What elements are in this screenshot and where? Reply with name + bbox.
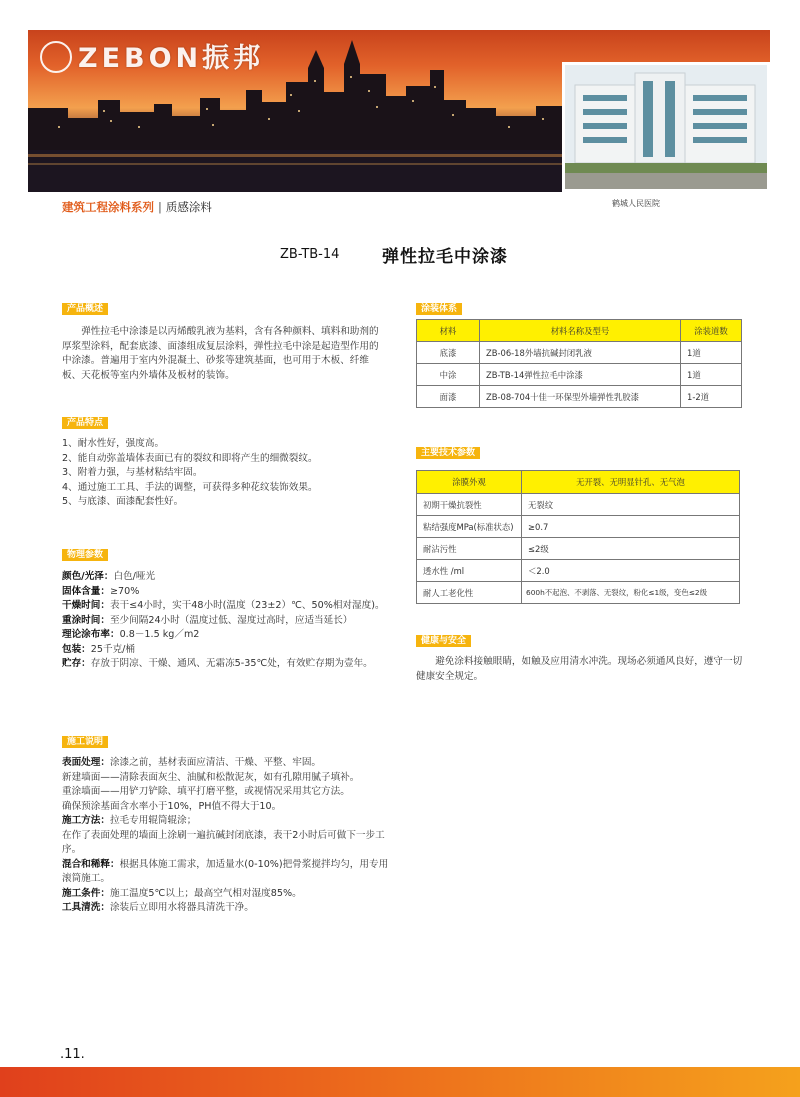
physical-label: 物理参数 — [62, 549, 108, 561]
note-value: 施工温度5℃以上；最高空气相对湿度85%。 — [109, 887, 302, 899]
table-row — [417, 516, 740, 538]
table-cell: ZB-08-704十佳一环保型外墙弹性乳胶漆 — [480, 386, 681, 408]
note-value: 根据具体施工需求，加适量水(0-10%)把骨浆搅拌均匀，用专用滚筒施工。 — [62, 858, 389, 884]
param-value: 0.8－1.5 kg／m2 — [119, 629, 200, 640]
construction-row — [62, 887, 390, 902]
table-cell: 透水性 /ml — [417, 560, 522, 582]
table-header-cell: 材料名称及型号 — [480, 320, 681, 342]
table-cell: 初期干燥抗裂性 — [417, 494, 522, 516]
series-title — [62, 199, 212, 215]
physical-row — [62, 599, 390, 614]
physical-row — [62, 585, 390, 600]
note-value: 确保预涂基面含水率小于10%，PH值不得大于10。 — [62, 800, 282, 812]
hospital-building-image — [565, 65, 767, 189]
features-label: 产品特点 — [62, 417, 108, 429]
safety-label: 健康与安全 — [416, 635, 471, 647]
table-row — [417, 538, 740, 560]
table-row — [417, 582, 740, 604]
photo-caption: 鹤城人民医院 — [612, 199, 660, 208]
construction-row — [62, 814, 390, 829]
construction-row — [62, 829, 390, 858]
coating-system-table — [416, 319, 742, 408]
param-value: 至少间隔24小时（温度过低、湿度过高时，应适当延长） — [109, 614, 353, 626]
param-value: 表干≤4小时，实干48小时(温度（23±2）℃、50%相对湿度)。 — [109, 600, 385, 611]
overview-label: 产品概述 — [62, 303, 108, 315]
param-key: 干燥时间： — [62, 600, 110, 611]
series-separator: | — [158, 200, 162, 214]
note-key: 施工方法： — [62, 815, 110, 826]
tech-params-label: 主要技术参数 — [416, 447, 480, 459]
param-key: 贮存： — [62, 658, 91, 669]
table-cell: ZB-06-18外墙抗碱封闭乳液 — [480, 342, 681, 364]
table-cell: 1-2道 — [681, 386, 742, 408]
footer-color-bar — [0, 1067, 800, 1097]
table-row — [417, 342, 742, 364]
table-cell: 无裂纹 — [522, 494, 740, 516]
note-value: 涂漆之前，基材表面应清洁、干燥、平整、牢固。 — [109, 757, 322, 768]
table-header-cell: 材料 — [417, 320, 480, 342]
feature-item: 4、通过施工工具、手法的调整，可获得多种花纹装饰效果。 — [62, 481, 318, 493]
physical-row — [62, 628, 390, 643]
note-key: 表面处理： — [62, 757, 110, 768]
table-header-row — [417, 320, 742, 342]
physical-row — [62, 614, 390, 629]
physical-params — [62, 570, 390, 672]
table-row — [417, 560, 740, 582]
note-key: 施工条件： — [62, 887, 110, 899]
param-key: 颜色/光泽： — [62, 571, 114, 582]
table-row — [417, 494, 740, 516]
note-value: 在作了表面处理的墙面上涂刷一遍抗碱封闭底漆，表干2小时后可做下一步工序。 — [62, 829, 385, 855]
construction-row — [62, 901, 390, 916]
table-row — [417, 386, 742, 408]
table-cell: ≤2级 — [522, 538, 740, 560]
feature-item: 1、耐水性好，强度高。 — [62, 438, 165, 449]
coating-system-label: 涂装体系 — [416, 303, 462, 315]
construction-row — [62, 785, 390, 800]
table-cell: 600h不起泡、不剥落、无裂纹，粉化≤1级，变色≤2级 — [522, 582, 740, 604]
table-cell: 底漆 — [417, 342, 480, 364]
features-list — [62, 437, 392, 510]
table-cell: 粘结强度MPa(标准状态) — [417, 516, 522, 538]
param-value: 存放于阴凉、干燥、通风、无霜冻5-35℃处，有效贮存期为壹年。 — [90, 658, 373, 669]
note-value: 拉毛专用辊筒辊涂； — [109, 815, 197, 826]
param-key: 重涂时间： — [62, 614, 110, 626]
table-cell: 中涂 — [417, 364, 480, 386]
note-key: 混合和稀释： — [62, 858, 120, 870]
table-cell: ＜2.0 — [522, 560, 740, 582]
table-header-row — [417, 471, 740, 494]
logo-mark-icon — [40, 41, 72, 73]
table-cell: ≥0.7 — [522, 516, 740, 538]
series-name: 建筑工程涂料系列 — [62, 200, 154, 214]
feature-item: 3、附着力强，与基材粘结牢固。 — [62, 467, 203, 478]
note-value: 新建墙面——清除表面灰尘、油腻和松散泥灰，如有孔隙用腻子填补。 — [62, 771, 360, 783]
param-value: ≥70% — [109, 585, 140, 597]
physical-row — [62, 570, 390, 585]
feature-item: 2、能自动弥盖墙体表面已有的裂纹和即将产生的细微裂纹。 — [62, 452, 318, 464]
physical-row — [62, 657, 390, 672]
table-cell: 耐沾污性 — [417, 538, 522, 560]
param-key: 固体含量： — [62, 585, 110, 597]
construction-row — [62, 800, 390, 815]
table-row — [417, 364, 742, 386]
table-cell: 1道 — [681, 364, 742, 386]
construction-row — [62, 771, 390, 786]
table-header-cell: 无开裂、无明显针孔、无气泡 — [522, 471, 740, 494]
table-header-cell: 涂膜外观 — [417, 471, 522, 494]
param-key: 理论涂布率： — [62, 629, 120, 640]
construction-notes — [62, 756, 390, 916]
note-key: 工具清洗： — [62, 902, 110, 913]
tech-params-table — [416, 470, 740, 604]
param-value: 25千克/桶 — [90, 643, 136, 655]
overview-text: 弹性拉毛中涂漆是以丙烯酸乳液为基料，含有各种颜料、填料和助剂的厚浆型涂料，配套底漆、面漆组成复层涂料，弹性拉毛中涂是起造型作用的中涂漆。普遍用于室内外混凝土、砂浆等建筑基面，也可用于木板、纤维板、天花板等室内外墙体及板材的装饰。 — [62, 326, 379, 381]
note-value: 涂装后立即用水将器具清洗干净。 — [109, 902, 254, 913]
brand-logo — [40, 36, 264, 76]
table-cell: 1道 — [681, 342, 742, 364]
construction-row — [62, 756, 390, 771]
safety-text: 避免涂料接触眼睛，如触及应用清水冲洗。现场必须通风良好，遵守一切健康安全规定。 — [416, 656, 743, 682]
logo-text: ZEBON振邦 — [78, 43, 265, 74]
feature-item: 5、与底漆、面漆配套性好。 — [62, 496, 184, 507]
product-code: ZB-TB-14 — [280, 247, 340, 262]
note-value: 重涂墙面——用铲刀铲除、填平打磨平整，或视情况采用其它方法。 — [62, 786, 350, 797]
table-header-cell: 涂装道数 — [681, 320, 742, 342]
physical-row — [62, 643, 390, 658]
table-cell: ZB-TB-14弹性拉毛中涂漆 — [480, 364, 681, 386]
series-category: 质感涂料 — [165, 200, 212, 214]
page-number: .11. — [60, 1047, 85, 1062]
param-key: 包装： — [62, 643, 91, 655]
table-cell: 耐人工老化性 — [417, 582, 522, 604]
hospital-photo — [562, 62, 770, 192]
table-cell: 面漆 — [417, 386, 480, 408]
param-value: 白色/哑光 — [113, 571, 156, 582]
product-name: 弹性拉毛中涂漆 — [382, 247, 508, 267]
construction-row — [62, 858, 390, 887]
construction-label: 施工说明 — [62, 736, 108, 748]
